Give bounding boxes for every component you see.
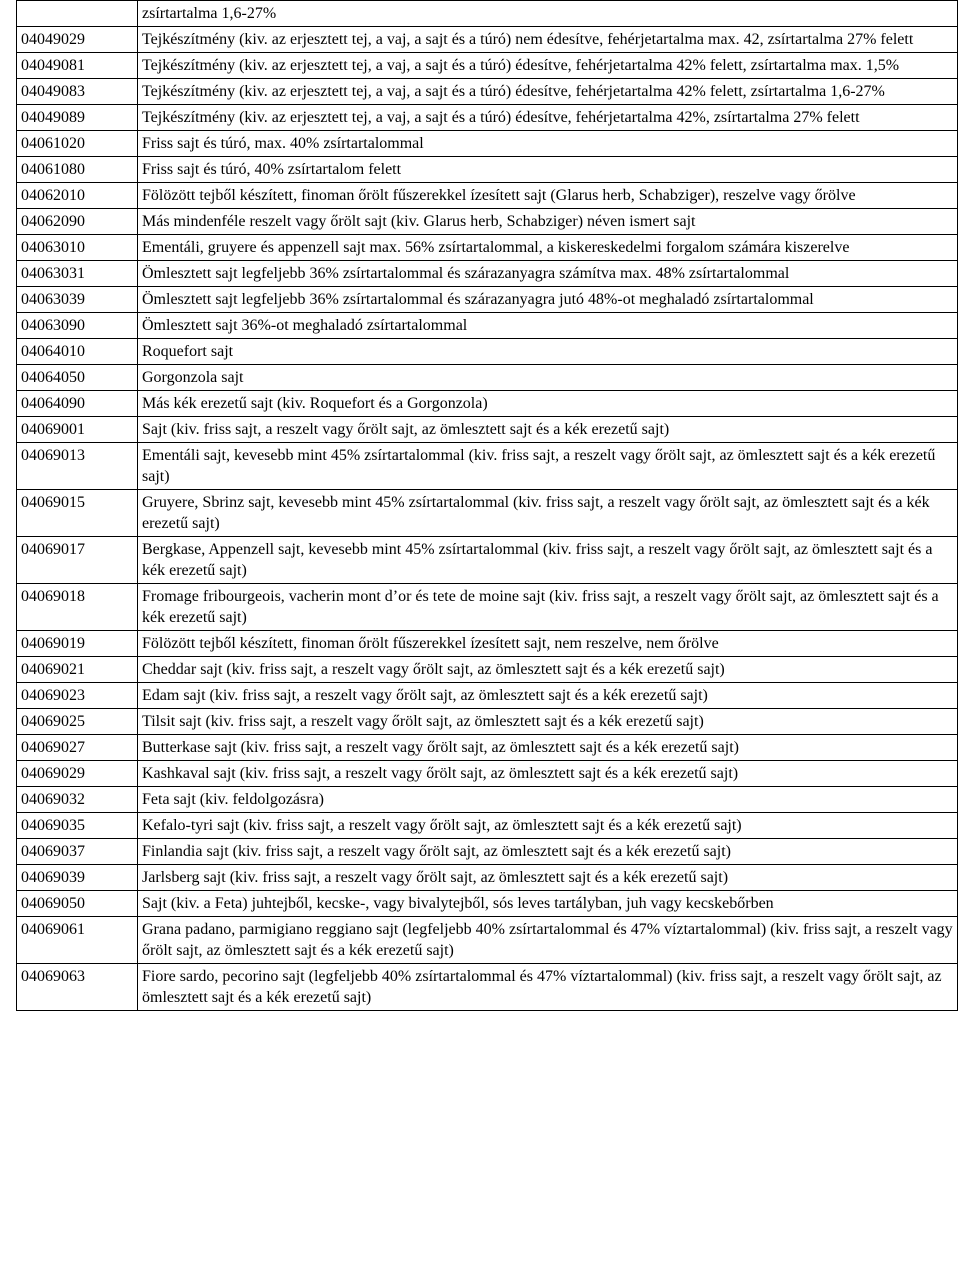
product-description-cell: Butterkase sajt (kiv. friss sajt, a reszelt vagy őrölt sajt, az ömlesztett sajt és a kék erezetű sajt) — [138, 735, 958, 761]
table-row — [17, 391, 958, 417]
table-row — [17, 157, 958, 183]
table-row — [17, 735, 958, 761]
product-description-cell: Jarlsberg sajt (kiv. friss sajt, a reszelt vagy őrölt sajt, az ömlesztett sajt és a kék erezetű sajt) — [138, 865, 958, 891]
product-description-cell: Bergkase, Appenzell sajt, kevesebb mint 45% zsírtartalommal (kiv. friss sajt, a reszelt vagy őrölt sajt, az ömlesztett sajt és a kék erezetű sajt) — [138, 537, 958, 584]
tariff-code-cell — [17, 1, 138, 27]
table-row — [17, 209, 958, 235]
table-row — [17, 287, 958, 313]
tariff-code-cell: 04069013 — [17, 443, 138, 490]
product-description-cell: Ömlesztett sajt 36%-ot meghaladó zsírtartalommal — [138, 313, 958, 339]
table-row — [17, 183, 958, 209]
table-row — [17, 891, 958, 917]
product-description-cell: Tejkészítmény (kiv. az erjesztett tej, a vaj, a sajt és a túró) édesítve, fehérjetartalma 42%, zsírtartalma 27% felett — [138, 105, 958, 131]
tariff-code-cell: 04049029 — [17, 27, 138, 53]
tariff-code-cell: 04069023 — [17, 683, 138, 709]
product-description-cell: Grana padano, parmigiano reggiano sajt (legfeljebb 40% zsírtartalommal és 47% víztartalommal) (kiv. friss sajt, a reszelt vagy őrölt sajt, az ömlesztett sajt és a kék erezetű sajt) — [138, 917, 958, 964]
tariff-code-cell: 04049081 — [17, 53, 138, 79]
product-description-cell: Fromage fribourgeois, vacherin mont d’or és tete de moine sajt (kiv. friss sajt, a reszelt vagy őrölt sajt, az ömlesztett sajt és a kék erezetű sajt) — [138, 584, 958, 631]
product-description-cell: Feta sajt (kiv. feldolgozásra) — [138, 787, 958, 813]
table-row — [17, 1, 958, 27]
table-row — [17, 584, 958, 631]
table-row — [17, 261, 958, 287]
product-description-cell: Fölözött tejből készített, finoman őrölt fűszerekkel ízesített sajt (Glarus herb, Schabziger), reszelve vagy őrölve — [138, 183, 958, 209]
product-description-cell: Ementáli sajt, kevesebb mint 45% zsírtartalommal (kiv. friss sajt, a reszelt vagy őrölt sajt, az ömlesztett sajt és a kék erezetű sajt) — [138, 443, 958, 490]
table-body — [17, 1, 958, 1011]
table-row — [17, 865, 958, 891]
product-description-cell: Sajt (kiv. a Feta) juhtejből, kecske-, vagy bivalytejből, sós leves tartályban, juh vagy kecskebőrben — [138, 891, 958, 917]
tariff-code-cell: 04061020 — [17, 131, 138, 157]
tariff-code-cell: 04069039 — [17, 865, 138, 891]
tariff-code-cell: 04069050 — [17, 891, 138, 917]
product-description-cell: zsírtartalma 1,6-27% — [138, 1, 958, 27]
product-description-cell: Más mindenféle reszelt vagy őrölt sajt (kiv. Glarus herb, Schabziger) néven ismert sajt — [138, 209, 958, 235]
tariff-code-cell: 04064050 — [17, 365, 138, 391]
tariff-code-cell: 04069001 — [17, 417, 138, 443]
table-row — [17, 709, 958, 735]
product-description-cell: Edam sajt (kiv. friss sajt, a reszelt vagy őrölt sajt, az ömlesztett sajt és a kék erezetű sajt) — [138, 683, 958, 709]
table-row — [17, 490, 958, 537]
product-description-cell: Gruyere, Sbrinz sajt, kevesebb mint 45% zsírtartalommal (kiv. friss sajt, a reszelt vagy őrölt sajt, az ömlesztett sajt és a kék erezetű sajt) — [138, 490, 958, 537]
tariff-code-cell: 04061080 — [17, 157, 138, 183]
product-description-cell: Ömlesztett sajt legfeljebb 36% zsírtartalommal és szárazanyagra számítva max. 48% zsírtartalommal — [138, 261, 958, 287]
tariff-code-cell: 04062010 — [17, 183, 138, 209]
tariff-code-cell: 04063090 — [17, 313, 138, 339]
table-row — [17, 53, 958, 79]
table-row — [17, 761, 958, 787]
tariff-code-cell: 04069027 — [17, 735, 138, 761]
table-row — [17, 683, 958, 709]
table-row — [17, 813, 958, 839]
product-description-cell: Más kék erezetű sajt (kiv. Roquefort és a Gorgonzola) — [138, 391, 958, 417]
table-row — [17, 443, 958, 490]
product-description-cell: Ömlesztett sajt legfeljebb 36% zsírtartalommal és szárazanyagra jutó 48%-ot meghaladó zsírtartalommal — [138, 287, 958, 313]
product-description-cell: Roquefort sajt — [138, 339, 958, 365]
tariff-code-cell: 04069063 — [17, 964, 138, 1011]
tariff-code-cell: 04063010 — [17, 235, 138, 261]
product-description-cell: Tejkészítmény (kiv. az erjesztett tej, a vaj, a sajt és a túró) nem édesítve, fehérjetartalma max. 42, zsírtartalma 27% felett — [138, 27, 958, 53]
table-row — [17, 235, 958, 261]
product-description-cell: Kefalo-tyri sajt (kiv. friss sajt, a reszelt vagy őrölt sajt, az ömlesztett sajt és a kék erezetű sajt) — [138, 813, 958, 839]
product-description-cell: Tejkészítmény (kiv. az erjesztett tej, a vaj, a sajt és a túró) édesítve, fehérjetartalma 42% felett, zsírtartalma 1,6-27% — [138, 79, 958, 105]
tariff-code-cell: 04069019 — [17, 631, 138, 657]
tariff-code-cell: 04063031 — [17, 261, 138, 287]
table-row — [17, 631, 958, 657]
product-description-cell: Fiore sardo, pecorino sajt (legfeljebb 40% zsírtartalommal és 47% víztartalommal) (kiv. friss sajt, a reszelt vagy őrölt sajt, az ömlesztett sajt és a kék erezetű sajt) — [138, 964, 958, 1011]
table-row — [17, 787, 958, 813]
product-description-cell: Tilsit sajt (kiv. friss sajt, a reszelt vagy őrölt sajt, az ömlesztett sajt és a kék erezetű sajt) — [138, 709, 958, 735]
tariff-code-cell: 04049083 — [17, 79, 138, 105]
table-row — [17, 537, 958, 584]
tariff-code-cell: 04062090 — [17, 209, 138, 235]
tariff-code-cell: 04069025 — [17, 709, 138, 735]
table-row — [17, 417, 958, 443]
tariff-code-cell: 04069017 — [17, 537, 138, 584]
tariff-code-cell: 04063039 — [17, 287, 138, 313]
product-description-cell: Finlandia sajt (kiv. friss sajt, a reszelt vagy őrölt sajt, az ömlesztett sajt és a kék erezetű sajt) — [138, 839, 958, 865]
tariff-code-cell: 04069035 — [17, 813, 138, 839]
table-row — [17, 839, 958, 865]
tariff-code-cell: 04069029 — [17, 761, 138, 787]
table-row — [17, 964, 958, 1011]
tariff-code-cell: 04069032 — [17, 787, 138, 813]
product-description-cell: Ementáli, gruyere és appenzell sajt max. 56% zsírtartalommal, a kiskereskedelmi forgalom számára kiszerelve — [138, 235, 958, 261]
product-description-cell: Sajt (kiv. friss sajt, a reszelt vagy őrölt sajt, az ömlesztett sajt és a kék erezetű sajt) — [138, 417, 958, 443]
table-row — [17, 27, 958, 53]
product-description-cell: Cheddar sajt (kiv. friss sajt, a reszelt vagy őrölt sajt, az ömlesztett sajt és a kék erezetű sajt) — [138, 657, 958, 683]
tariff-code-cell: 04069037 — [17, 839, 138, 865]
product-description-cell: Tejkészítmény (kiv. az erjesztett tej, a vaj, a sajt és a túró) édesítve, fehérjetartalma 42% felett, zsírtartalma max. 1,5% — [138, 53, 958, 79]
table-row — [17, 79, 958, 105]
table-row — [17, 313, 958, 339]
tariff-code-cell: 04069015 — [17, 490, 138, 537]
product-description-cell: Gorgonzola sajt — [138, 365, 958, 391]
tariff-code-cell: 04049089 — [17, 105, 138, 131]
tariff-code-table — [16, 0, 958, 1011]
table-row — [17, 917, 958, 964]
product-description-cell: Friss sajt és túró, 40% zsírtartalom felett — [138, 157, 958, 183]
table-row — [17, 657, 958, 683]
product-description-cell: Kashkaval sajt (kiv. friss sajt, a reszelt vagy őrölt sajt, az ömlesztett sajt és a kék erezetű sajt) — [138, 761, 958, 787]
table-row — [17, 131, 958, 157]
table-row — [17, 365, 958, 391]
product-description-cell: Friss sajt és túró, max. 40% zsírtartalommal — [138, 131, 958, 157]
product-description-cell: Fölözött tejből készített, finoman őrölt fűszerekkel ízesített sajt, nem reszelve, nem őrölve — [138, 631, 958, 657]
tariff-code-cell: 04064090 — [17, 391, 138, 417]
tariff-code-cell: 04069018 — [17, 584, 138, 631]
table-row — [17, 339, 958, 365]
table-row — [17, 105, 958, 131]
tariff-code-cell: 04064010 — [17, 339, 138, 365]
tariff-code-cell: 04069061 — [17, 917, 138, 964]
tariff-code-cell: 04069021 — [17, 657, 138, 683]
